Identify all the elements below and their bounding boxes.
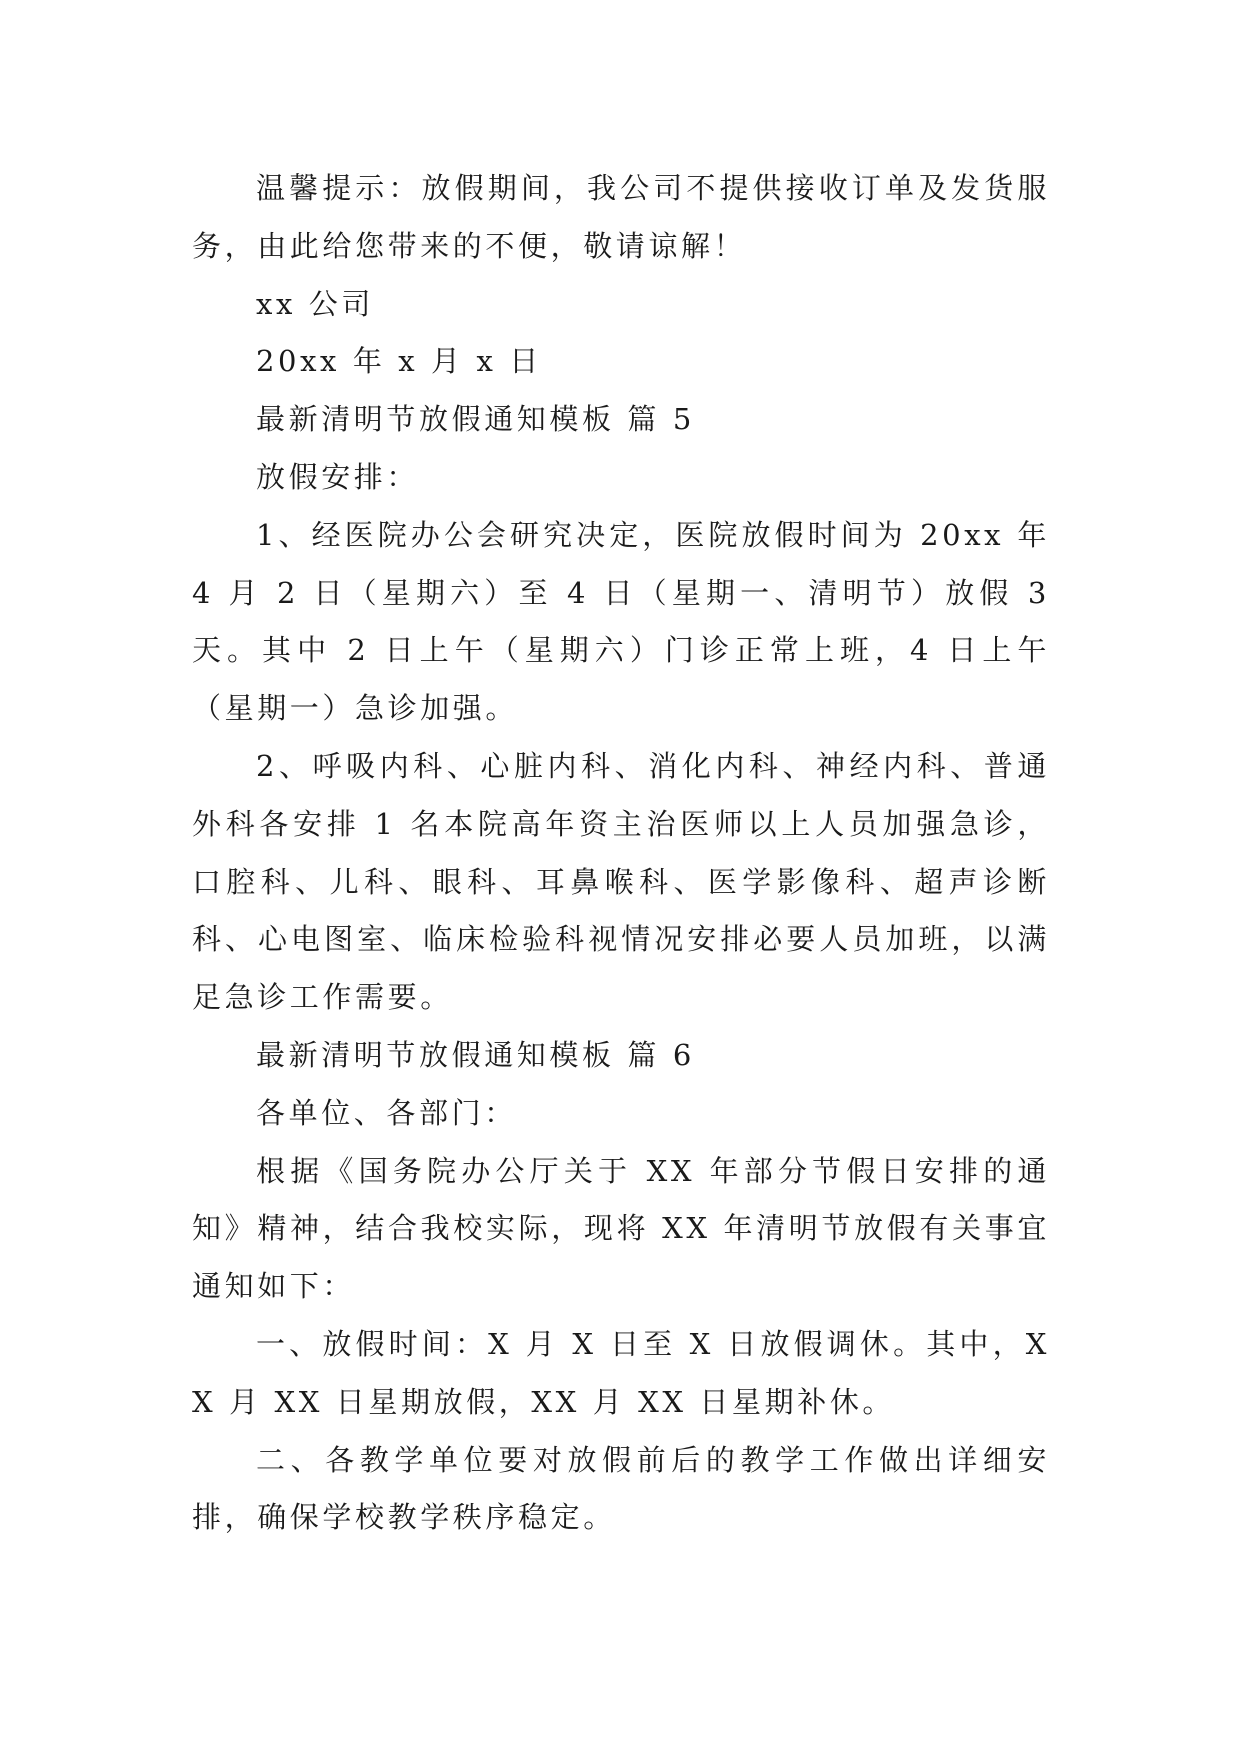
holiday-arrangement-label: 放假安排： (256, 459, 420, 494)
arrangement-item-1: 1、经医院办公会研究决定，医院放假时间为 20xx 年 4 月 2 日（星期六）至 4 日（星期一、清明节）放假 3 天。其中 2 日上午（星期六）门诊正常上班，4 日上午（星期一）急诊加强。 (192, 517, 1050, 726)
reminder-paragraph: 温馨提示：放假期间，我公司不提供接收订单及发货服务，由此给您带来的不便，敬请谅解！ (192, 171, 1050, 263)
arrangement-item-2: 2、呼吸内科、心脏内科、消化内科、神经内科、普通外科各安排 1 名本院高年资主治医师以上人员加强急诊，口腔科、儿科、眼科、耳鼻喉科、医学影像科、超声诊断科、心电图室、临床检验科视情况安排必要人员加班，以满足急诊工作需要。 (192, 748, 1050, 1015)
company-signature: xx 公司 (256, 286, 374, 321)
salutation: 各单位、各部门： (256, 1095, 517, 1130)
notice-item-2: 二、各教学单位要对放假前后的教学工作做出详细安排，确保学校教学秩序稳定。 (192, 1442, 1050, 1535)
section-heading-6: 最新清明节放假通知模板 篇 6 (256, 1037, 695, 1072)
intro-paragraph: 根据《国务院办公厅关于 XX 年部分节假日安排的通知》精神，结合我校实际，现将 XX 年清明节放假有关事宜通知如下： (192, 1153, 1050, 1304)
notice-item-1: 一、放假时间：X 月 X 日至 X 日放假调休。其中，XX 月 XX 日星期放假，XX 月 XX 日星期补休。 (192, 1326, 1050, 1419)
document-body (192, 160, 1050, 1547)
section-heading-5: 最新清明节放假通知模板 篇 5 (256, 402, 695, 437)
signature-date: 20xx 年 x 月 x 日 (256, 344, 542, 379)
